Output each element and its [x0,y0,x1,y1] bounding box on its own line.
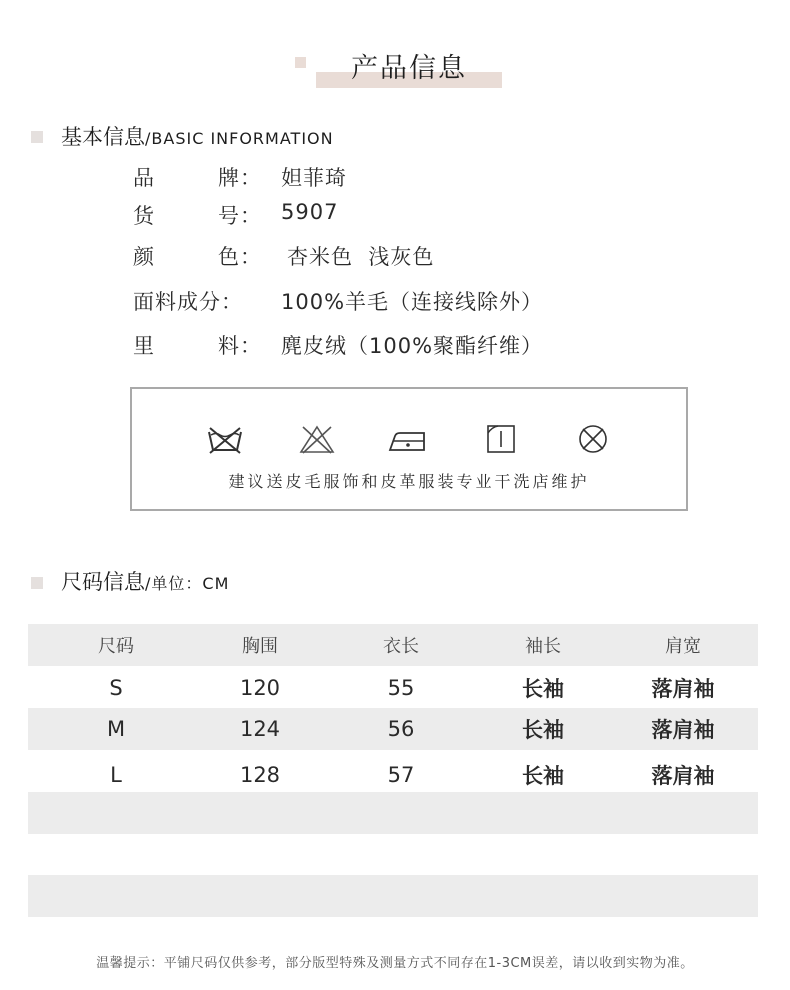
lining-label-part1: 里 [133,334,155,358]
care-instructions-box [130,387,688,511]
size-info-heading-sub: /单位：CM [145,574,230,593]
sku-label-part1: 货 [133,204,155,228]
color-row [133,241,435,271]
brand-row [133,162,347,192]
lining-row [133,330,544,360]
cell-sleeve: 长袖 [522,677,564,701]
cell-shoulder: 落肩袖 [651,718,715,742]
basic-info-heading-text: 基本信息 [61,125,145,149]
column-header-shoulder: 肩宽 [665,636,701,657]
lining-label-part2: 料： [218,334,262,358]
cell-chest: 120 [239,676,281,700]
brand-label-part2: 牌： [218,166,262,190]
basic-info-heading [61,121,334,151]
care-text: 建议送皮毛服饰和皮革服装专业干洗店维护 [228,472,590,491]
table-row [28,667,758,709]
cell-length: 55 [387,676,415,700]
footer-note: 温馨提示：平铺尺码仅供参考，部分版型特殊及测量方式不同存在1-3CM误差，请以收到实物为准。 [96,956,694,971]
cell-size: L [110,763,122,787]
cell-sleeve: 长袖 [522,718,564,742]
empty-table-row [28,792,758,834]
sku-value: 5907 [281,200,339,224]
empty-table-row [28,875,758,917]
size-info-heading-text: 尺码信息 [61,570,145,594]
cell-chest: 124 [239,717,281,741]
sku-row [133,200,339,230]
column-header-size: 尺码 [98,636,134,657]
column-header-length: 衣长 [383,636,419,657]
sku-label [133,200,262,230]
no-tumble-dry-icon [574,423,612,455]
no-bleach-icon [298,423,336,455]
basic-info-heading-sub: /BASIC INFORMATION [145,129,334,148]
low-iron-icon [388,423,426,455]
lining-value: 麂皮绒（100%聚酯纤维） [281,334,544,358]
brand-label-part1: 品 [133,166,155,190]
color-label [133,241,262,271]
section-marker [31,577,43,589]
cell-length: 57 [387,763,415,787]
color-value: 杏米色 浅灰色 [287,245,435,269]
color-label-part1: 颜 [133,245,155,269]
table-row [28,708,758,750]
column-header-sleeve: 袖长 [525,636,561,657]
section-marker [31,131,43,143]
color-label-part2: 色： [218,245,262,269]
brand-label [133,162,262,192]
size-info-heading [61,566,229,596]
brand-value: 妲菲琦 [281,166,347,190]
cell-shoulder: 落肩袖 [651,677,715,701]
lining-label [133,330,262,360]
cell-chest: 128 [239,763,281,787]
page-title: 产品信息 [351,53,467,84]
line-dry-icon [482,423,520,455]
no-wash-icon [206,423,244,455]
fabric-row [133,286,544,316]
fabric-label: 面料成分： [133,290,243,314]
cell-shoulder: 落肩袖 [651,764,715,788]
sku-label-part2: 号： [218,204,262,228]
size-table-header [28,624,758,666]
cell-size: S [109,676,123,700]
cell-size: M [106,717,126,741]
cell-length: 56 [387,717,415,741]
column-header-chest: 胸围 [242,636,278,657]
cell-sleeve: 长袖 [522,764,564,788]
fabric-value: 100%羊毛（连接线除外） [281,290,544,314]
title-decoration-square [295,57,306,68]
